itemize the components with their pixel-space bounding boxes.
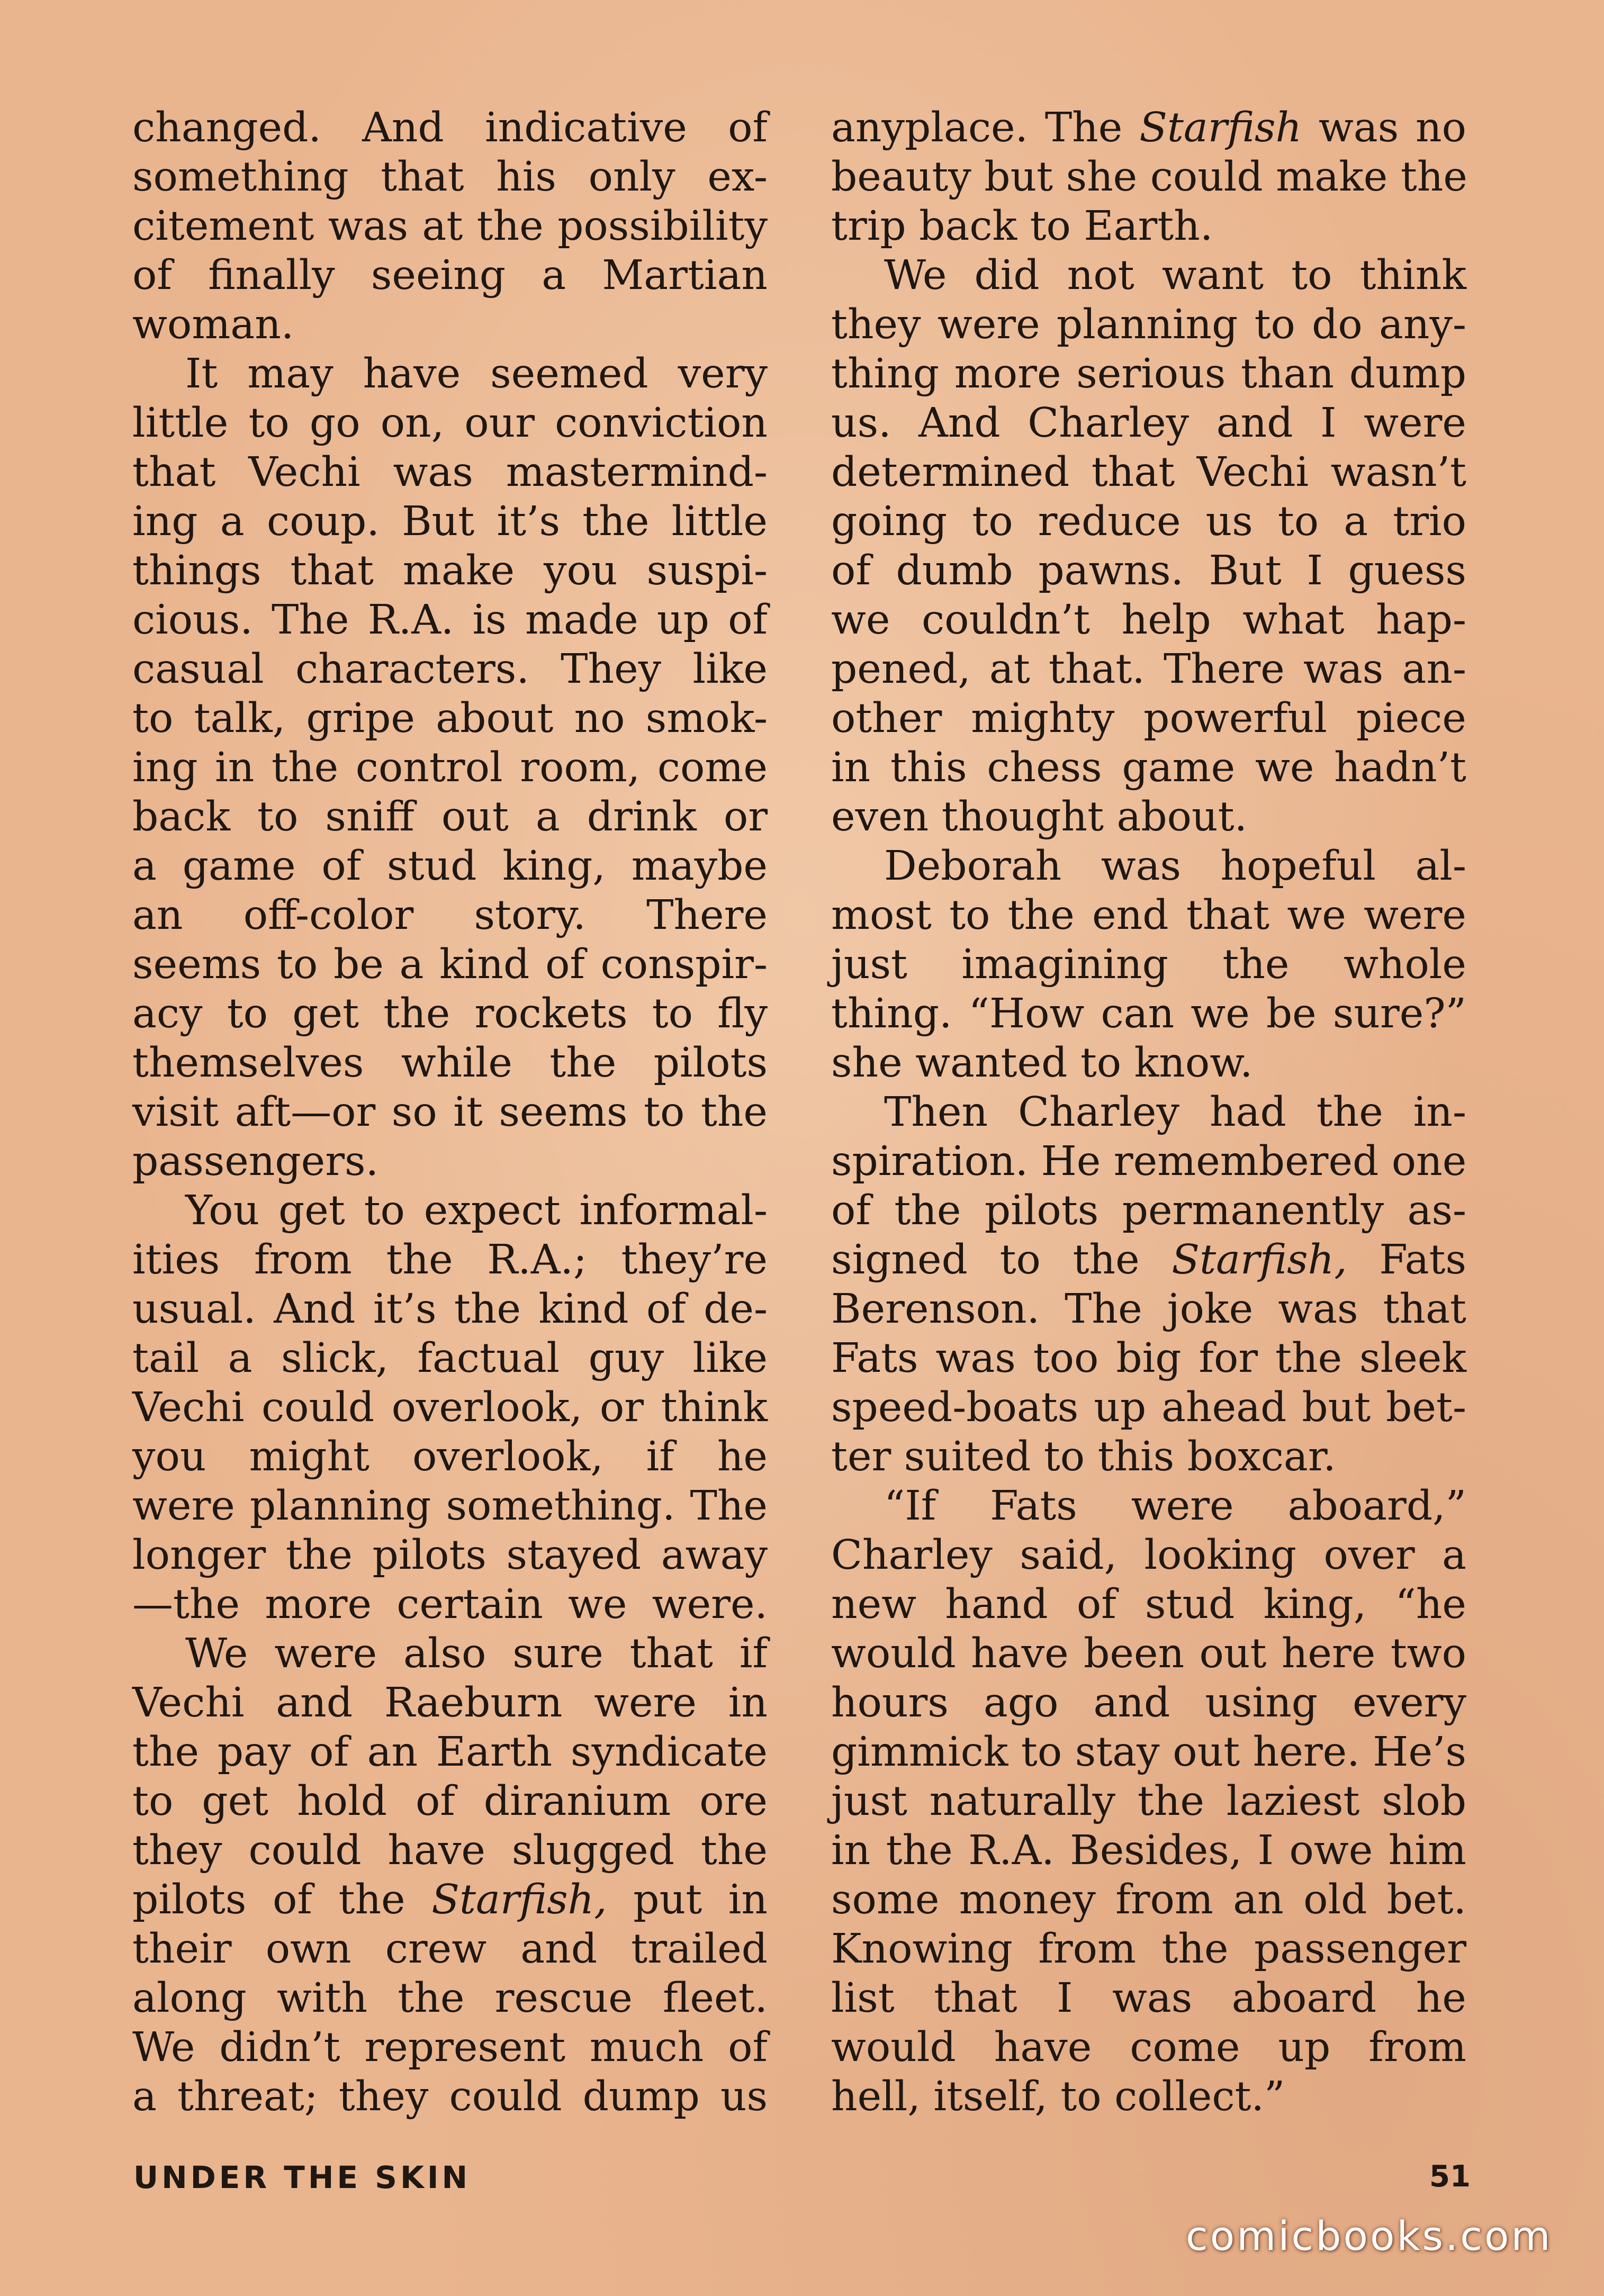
text-line: woman.	[132, 301, 294, 348]
text-line: visit aft—or so it seems to the	[132, 1089, 768, 1136]
right-text-column	[831, 103, 1466, 2121]
text-line: We were also sure that if	[185, 1630, 768, 1677]
text-line: —the more certain we were.	[132, 1581, 768, 1628]
text-line: new hand of stud king, “he	[831, 1581, 1466, 1628]
text-line: changed. And indicative of	[132, 104, 768, 151]
text-line: we couldn’t help what hap-	[831, 596, 1466, 644]
text-line	[831, 1235, 1466, 1285]
text-line: themselves while the pilots	[132, 1039, 768, 1087]
text-line: longer the pilots stayed away	[132, 1532, 768, 1579]
text-line: even thought about.	[831, 793, 1248, 840]
text-line: just naturally the laziest slob	[831, 1778, 1466, 1825]
text-line: to talk, gripe about no smok-	[132, 695, 768, 742]
text-line: It may have seemed very	[185, 350, 768, 397]
text-line: ing a coup. But it’s the little	[132, 498, 768, 545]
text-line: a threat; they could dump us	[132, 2073, 768, 2120]
text-line: of dumb pawns. But I guess	[831, 547, 1466, 594]
text-line: to get hold of diranium ore	[132, 1778, 768, 1825]
text-line: You get to expect informal-	[185, 1187, 768, 1234]
text-line: she wanted to know.	[831, 1039, 1253, 1087]
text-line: seems to be a kind of conspir-	[132, 941, 768, 988]
text-line: they could have slugged the	[132, 1827, 768, 1874]
text-line: gimmick to stay out here. He’s	[831, 1729, 1466, 1776]
text-line: passengers.	[132, 1138, 379, 1185]
text-line: list that I was aboard he	[831, 1975, 1466, 2022]
text-segment: anyplace. The	[831, 104, 1140, 151]
text-line	[132, 1875, 768, 1924]
text-line: in the R.A. Besides, I owe him	[831, 1827, 1466, 1874]
text-line: Charley said, looking over a	[831, 1532, 1466, 1579]
text-line: thing more serious than dump	[831, 350, 1466, 397]
text-segment: put in	[607, 1876, 768, 1923]
text-line: in this chess game we hadn’t	[831, 744, 1466, 791]
text-line: the pay of an Earth syndicate	[132, 1729, 768, 1776]
text-line: you might overlook, if he	[132, 1433, 768, 1480]
italic-ship-name: Starfish,	[431, 1876, 607, 1923]
text-line: back to sniff out a drink or	[132, 793, 768, 840]
running-footer-title: UNDER THE SKIN	[133, 2159, 471, 2195]
text-line: hell, itself, to collect.”	[831, 2073, 1285, 2120]
text-line: Knowing from the passenger	[831, 1926, 1466, 1973]
text-line: of finally seeing a Martian	[132, 252, 768, 299]
text-line: spiration. He remembered one	[831, 1138, 1467, 1185]
text-line: Fats was too big for the sleek	[831, 1335, 1466, 1382]
text-line: “If Fats were aboard,”	[884, 1483, 1466, 1530]
text-line: casual characters. They like	[132, 646, 768, 693]
text-line: us. And Charley and I were	[831, 400, 1466, 447]
text-line: We didn’t represent much of	[132, 2024, 768, 2071]
text-line: ing in the control room, come	[132, 744, 768, 791]
text-line: usual. And it’s the kind of de-	[132, 1286, 768, 1333]
text-line: Deborah was hopeful al-	[884, 843, 1466, 890]
text-line: would have come up from	[831, 2024, 1466, 2071]
text-line: citement was at the possibility	[132, 203, 768, 250]
text-line: ter suited to this boxcar.	[831, 1433, 1336, 1480]
text-line: something that his only ex-	[132, 153, 768, 201]
page-number: 51	[1429, 2159, 1471, 2194]
text-line: hours ago and using every	[831, 1679, 1466, 1726]
text-line: were planning something. The	[132, 1483, 768, 1530]
text-line: thing. “How can we be sure?”	[831, 990, 1466, 1037]
watermark-text: comicbooks.com	[1186, 2212, 1553, 2259]
text-line: We did not want to think	[884, 252, 1466, 299]
text-segment: Fats	[1347, 1236, 1466, 1283]
text-line: little to go on, our conviction	[132, 400, 768, 447]
text-line: a game of stud king, maybe	[132, 843, 768, 890]
text-line: some money from an old bet.	[831, 1876, 1466, 1923]
text-line: going to reduce us to a trio	[831, 498, 1466, 545]
text-segment: pilots of the	[132, 1876, 432, 1923]
left-text-column	[132, 103, 768, 2121]
text-line: Berenson. The joke was that	[831, 1286, 1466, 1333]
text-line: along with the rescue fleet.	[132, 1975, 768, 2022]
text-line: Vechi and Raeburn were in	[132, 1679, 768, 1726]
text-line: that Vechi was mastermind-	[132, 449, 768, 496]
text-line: other mighty powerful piece	[831, 695, 1466, 742]
text-line: of the pilots permanently as-	[831, 1187, 1466, 1234]
text-line: speed-boats up ahead but bet-	[831, 1384, 1466, 1431]
text-line: Then Charley had the in-	[884, 1089, 1466, 1136]
text-line: pened, at that. There was an-	[831, 646, 1466, 693]
text-line: things that make you suspi-	[132, 547, 768, 594]
text-line: they were planning to do any-	[831, 301, 1466, 348]
text-line: determined that Vechi wasn’t	[831, 449, 1466, 496]
text-segment: was no	[1302, 104, 1467, 151]
text-segment: signed to the	[831, 1236, 1172, 1283]
text-line: an off-color story. There	[132, 892, 768, 939]
text-line: trip back to Earth.	[831, 203, 1213, 250]
text-line: acy to get the rockets to fly	[132, 990, 768, 1037]
text-line: ities from the R.A.; they’re	[132, 1236, 768, 1283]
text-line: Vechi could overlook, or think	[132, 1384, 768, 1431]
text-line: their own crew and trailed	[132, 1926, 768, 1973]
text-line: beauty but she could make the	[831, 153, 1467, 201]
text-line: tail a slick, factual guy like	[132, 1335, 768, 1382]
text-line: would have been out here two	[831, 1630, 1466, 1677]
text-line: cious. The R.A. is made up of	[132, 596, 768, 644]
text-line: just imagining the whole	[831, 941, 1466, 988]
italic-ship-name: Starfish,	[1172, 1236, 1347, 1283]
text-line	[831, 103, 1466, 152]
italic-ship-name: Starfish	[1139, 104, 1302, 151]
text-line: most to the end that we were	[831, 892, 1466, 939]
